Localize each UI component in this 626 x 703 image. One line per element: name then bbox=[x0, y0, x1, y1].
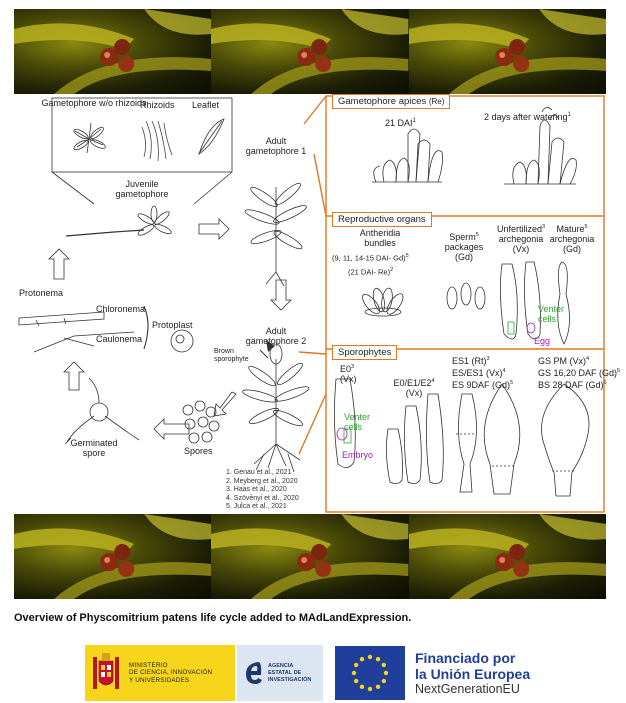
eu-star-icon bbox=[354, 663, 358, 667]
eu-star-icon bbox=[376, 685, 380, 689]
moss-photo bbox=[409, 9, 606, 94]
label-e0: $E0^3$ (Vx) bbox=[340, 364, 357, 384]
moss-photo bbox=[14, 514, 211, 599]
agency-logo bbox=[237, 645, 323, 701]
label-venter-cells-sporophyte: Venter cells bbox=[344, 412, 371, 432]
label-leaflet: Leaflet bbox=[192, 100, 220, 110]
rhizoids-icon bbox=[142, 121, 172, 161]
ministry-logo bbox=[85, 645, 235, 701]
label-adult-gametophore-2: Adult gametophore 2 bbox=[245, 326, 307, 346]
gametophore-icon bbox=[73, 123, 107, 153]
agency-name: AGENCIA ESTATAL DE INVESTIGACIÓN bbox=[268, 662, 312, 683]
mature-archegonia-icon bbox=[558, 262, 570, 344]
gs-icon bbox=[542, 384, 590, 496]
chloronema-filament bbox=[19, 312, 104, 325]
eu-star-icon bbox=[382, 679, 386, 683]
label-antheridia-days: (9, 11, 14-15 DAI- Gd)$^5$ bbox=[332, 253, 409, 263]
reference-item: 1. Genau et al., 2021 bbox=[226, 469, 292, 476]
section-reproductive-organs: Reproductive organs bbox=[332, 212, 432, 227]
aei-emblem-icon bbox=[242, 658, 264, 688]
arrow-down bbox=[271, 280, 291, 310]
label-juvenile-gametophore: Juvenile gametophore bbox=[115, 179, 169, 199]
next-generation-eu: NextGenerationEU bbox=[415, 681, 520, 696]
label-gametophore-wo-rhizoids: Gametophore w/o rhizoids bbox=[41, 98, 147, 108]
leaflet-icon bbox=[199, 119, 224, 154]
label-protoplast: Protoplast bbox=[152, 320, 193, 330]
juvenile-gametophore-icon bbox=[137, 206, 173, 237]
label-es1-stages: ES1 $(Rt)^3$ ES/ES1 $(Vx)^4$ ES 9DAF $(Gd)^5$ bbox=[452, 356, 514, 390]
life-cycle-diagram bbox=[14, 94, 621, 514]
label-spores: Spores bbox=[184, 446, 213, 456]
apex-21dai-icon bbox=[372, 129, 443, 182]
eu-star-icon bbox=[352, 671, 356, 675]
label-brown-sporophyte: Brown sporophyte bbox=[214, 348, 249, 363]
brown-sporophyte-pointer bbox=[260, 350, 268, 358]
eu-star-icon bbox=[354, 679, 358, 683]
label-sperm-packages: Sperm$^5$ packages (Gd) bbox=[444, 232, 484, 262]
reference-item: 4. Szövényi et al., 2020 bbox=[226, 494, 299, 502]
e0-e1-e2-icon bbox=[386, 394, 443, 484]
eu-flag-icon bbox=[335, 646, 405, 700]
reference-item: 3. Haas et al., 2020 bbox=[226, 486, 287, 493]
juvenile-filament bbox=[66, 230, 144, 236]
moss-photo bbox=[14, 9, 211, 94]
label-unfertilized-archegonia: Unfertilized$^3$ archegonia (Vx) bbox=[496, 224, 546, 254]
label-venter-cells-archegonia: Venter cells bbox=[538, 304, 565, 324]
eu-funded-line2: la Unión Europea bbox=[415, 665, 531, 682]
label-germinated-spore: Germinated spore bbox=[70, 438, 118, 458]
label-caulonema: Caulonema bbox=[96, 334, 143, 344]
label-21-dai: 21 DAI$^1$ bbox=[385, 118, 416, 128]
top-photo-strip bbox=[14, 9, 606, 94]
eu-star-icon bbox=[384, 671, 388, 675]
label-mature-archegonia: Mature$^5$ archegonia (Gd) bbox=[549, 224, 595, 254]
unfertilized-archegonia-icon bbox=[500, 262, 540, 339]
label-protonema: Protonema bbox=[19, 288, 64, 298]
es1-icon bbox=[456, 384, 520, 494]
label-chloronema: Chloronema bbox=[96, 304, 146, 314]
label-rhizoids: Rhizoids bbox=[140, 100, 175, 110]
eu-star-icon bbox=[368, 655, 372, 659]
section-sporophytes: Sporophytes bbox=[332, 345, 397, 360]
antheridia-icon bbox=[359, 287, 406, 317]
label-egg: Egg bbox=[534, 336, 551, 346]
label-embryo: Embryo bbox=[342, 450, 374, 460]
bottom-photo-strip bbox=[14, 514, 606, 599]
arrow-diag bbox=[214, 392, 236, 416]
figure-caption: Overview of Physcomitrium patens life cycle added to MAdLandExpression. bbox=[14, 612, 412, 624]
eu-funding-logo bbox=[335, 645, 553, 701]
arrow-left bbox=[154, 419, 189, 439]
label-e0-e1-e2: $E0/E1/E2^4$ (Vx) bbox=[393, 378, 435, 398]
references-list bbox=[226, 469, 299, 512]
eu-star-icon bbox=[360, 657, 364, 661]
moss-photo bbox=[409, 514, 606, 599]
sperm-packages-icon bbox=[447, 283, 485, 309]
section-gametophore-apices: Gametophore apices (Re) bbox=[332, 94, 450, 109]
label-gs-stages: GS PM $(Vx)^4$ GS 16,20 DAF $(Gd)^5$ BS 28 DAF $(Gd)^6$ bbox=[538, 356, 621, 390]
label-antheridia-re: (21 DAI- Re)$^2$ bbox=[348, 267, 394, 277]
adult-gametophore-1-icon bbox=[244, 181, 308, 286]
label-after-watering: 2 days after watering$^1$ bbox=[484, 112, 571, 122]
protoplast-icon bbox=[171, 330, 193, 352]
spores-icon bbox=[183, 401, 219, 443]
label-adult-gametophore-1: Adult gametophore 1 bbox=[245, 136, 307, 156]
spain-coat-of-arms-icon bbox=[91, 651, 121, 695]
germinated-spore-icon bbox=[65, 378, 139, 444]
arrow-up-2 bbox=[64, 362, 84, 390]
eu-star-icon bbox=[382, 663, 386, 667]
reference-item: 5. Julca et al., 2021 bbox=[226, 503, 287, 510]
moss-photo bbox=[211, 9, 408, 94]
moss-photo bbox=[211, 514, 408, 599]
ministry-name: MINISTERIO DE CIENCIA, INNOVACIÓN Y UNIVERSIDADES bbox=[129, 661, 213, 684]
eu-star-icon bbox=[360, 685, 364, 689]
eu-funded-line1: Financiado por bbox=[415, 649, 516, 666]
arrow-right-1 bbox=[199, 219, 229, 239]
eu-star-icon bbox=[368, 687, 372, 691]
label-antheridia-bundles: Antheridia bundles bbox=[359, 228, 401, 248]
eu-star-icon bbox=[376, 657, 380, 661]
reference-item: 2. Meyberg et al., 2020 bbox=[226, 477, 298, 485]
arrow-up bbox=[49, 249, 69, 279]
